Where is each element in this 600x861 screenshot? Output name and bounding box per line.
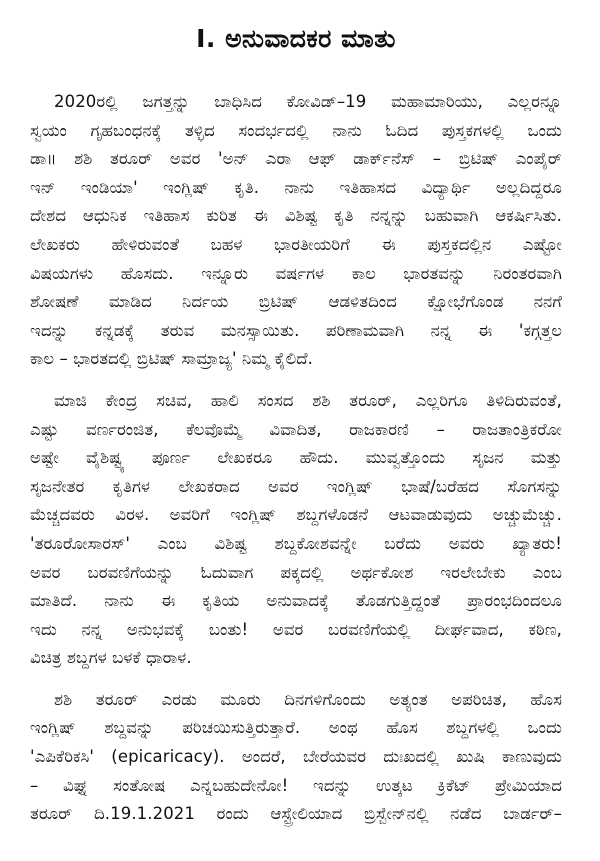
text-line: ಲೇಖಕರು ಹೇಳಿರುವಂತೆ ಬಹಳ ಭಾರತೀಯರಿಗೆ ಈ ಪುಸ್ತಕದಲ್ಲಿನ ಎಷ್ಟೋ (30, 234, 562, 254)
text-line: 'ಎಪಿಕೆರಿಕಸಿ' (epicaricacy). ಅಂದರೆ, ಬೇರೆಯವರ ದುಃಖದಲ್ಲಿ ಖುಷಿ ಕಾಣುವುದು (30, 747, 562, 767)
text-line: ಎಷ್ಟು ವರ್ಣರಂಜಿತ, ಕೆಲವೊಮ್ಮೆ ವಿವಾದಿತ, ರಾಜಕಾರಣಿ – ರಾಜತಾಂತ್ರಿಕರೋ (30, 419, 562, 439)
text-line: ಇನ್ ಇಂಡಿಯಾ' ಇಂಗ್ಲಿಷ್ ಕೃತಿ. ನಾನು ಇತಿಹಾಸದ ವಿದ್ಯಾರ್ಥಿ ಅಲ್ಲದಿದ್ದರೂ (30, 177, 562, 197)
text-line: ಸೃಜನೇತರ ಕೃತಿಗಳ ಲೇಖಕರಾದ ಅವರ ಇಂಗ್ಲಿಷ್ ಭಾಷೆ/ಬರೆಹದ ಸೊಗಸನ್ನು (30, 476, 562, 496)
text-line: ಕಾಲ – ಭಾರತದಲ್ಲಿ ಬ್ರಿಟಿಷ್ ಸಾಮ್ರಾಜ್ಯ' ನಿಮ್ಮ ಕೈಲಿದೆ. (30, 349, 313, 369)
text-line: ಸ್ವಯಂ ಗೃಹಬಂಧನಕ್ಕೆ ತಳ್ಳಿದ ಸಂದರ್ಭದಲ್ಲಿ ನಾನು ಓದಿದ ಪುಸ್ತಕಗಳಲ್ಲಿ ಒಂದು (30, 120, 562, 140)
text-line: ಇದು ನನ್ನ ಅನುಭವಕ್ಕೆ ಬಂತು! ಅವರ ಬರವಣಿಗೆಯಲ್ಲಿ ದೀರ್ಘವಾದ, ಕಠಿಣ, (30, 619, 562, 639)
document-body (30, 88, 562, 829)
text-line: ವಿಚಿತ್ರ ಶಬ್ದಗಳ ಬಳಕೆ ಧಾರಾಳ. (30, 648, 192, 668)
text-line: 'ತರೂರೋಸಾರಸ್' ಎಂಬ ವಿಶಿಷ್ಟ ಶಬ್ದಕೋಶವನ್ನೇ ಬರೆದು ಅವರು ಖ್ಯಾತರು! (30, 533, 562, 553)
text-line: ದೇಶದ ಆಧುನಿಕ ಇತಿಹಾಸ ಕುರಿತ ಈ ವಿಶಿಷ್ಟ ಕೃತಿ ನನ್ನನ್ನು ಬಹುವಾಗಿ ಆಕರ್ಷಿಸಿತು. (30, 206, 562, 226)
text-line: – ವಿಘ್ನ ಸಂತೋಷ ಎನ್ನಬಹುದೇನೋ! ಇದನ್ನು ಉತ್ಕಟ ಕ್ರಿಕೆಟ್ ಪ್ರೇಮಿಯಾದ (30, 775, 562, 795)
text-line: ವಿಷಯಗಳು ಹೊಸದು. ಇನ್ನೂರು ವರ್ಷಗಳ ಕಾಲ ಭಾರತವನ್ನು ನಿರಂತರವಾಗಿ (30, 263, 562, 283)
text-line: ತರೂರ್ ದಿ.19.1.2021 ರಂದು ಆಸ್ಟ್ರೇಲಿಯಾದ ಬ್ರಿಸ್ಬೇನ್‌ನಲ್ಲಿ ನಡೆದ ಬಾರ್ಡರ್– (30, 804, 562, 824)
text-line: ಶೋಷಣೆ ಮಾಡಿದ ನಿರ್ದಯ ಬ್ರಿಟಿಷ್ ಆಡಳಿತದಿಂದ ಕ್ಷೋಭೆಗೊಂಡ ನನಗೆ (30, 292, 562, 312)
paragraph-3 (30, 686, 562, 829)
text-line: 2020ರಲ್ಲಿ ಜಗತ್ತನ್ನು ಬಾಧಿಸಿದ ಕೋವಿಡ್–19 ಮಹಾಮಾರಿಯು, ಎಲ್ಲರನ್ನೂ (54, 92, 562, 111)
text-line: ಮಾತಿದೆ. ನಾನು ಈ ಕೃತಿಯ ಅನುವಾದಕ್ಕೆ ತೊಡಗುತ್ತಿದ್ದಂತೆ ಪ್ರಾರಂಭದಿಂದಲೂ (30, 591, 562, 611)
text-line: ಮೆಚ್ಚದವರು ವಿರಳ. ಅವರಿಗೆ ಇಂಗ್ಲಿಷ್ ಶಬ್ದಗಳೊಡನೆ ಆಟವಾಡುವುದು ಅಚ್ಚುಮೆಚ್ಚು. (30, 505, 562, 525)
paragraph-2 (30, 387, 562, 673)
text-line: ಮಾಜಿ ಕೇಂದ್ರ ಸಚಿವ, ಹಾಲಿ ಸಂಸದ ಶಶಿ ತರೂರ್, ಎಲ್ಲರಿಗೂ ತಿಳಿದಿರುವಂತೆ, (54, 390, 562, 410)
paragraph-1 (30, 88, 562, 374)
page-title: I. ಅನುವಾದಕರ ಮಾತು (196, 24, 396, 53)
text-line: ಇದನ್ನು ಕನ್ನಡಕ್ಕೆ ತರುವ ಮನಸ್ಸಾಯಿತು. ಪರಿಣಾಮವಾಗಿ ನನ್ನ ಈ 'ಕಗ್ಗತ್ತಲ (30, 320, 562, 340)
text-line: ಅವರ ಬರವಣಿಗೆಯನ್ನು ಓದುವಾಗ ಪಕ್ಕದಲ್ಲಿ ಅರ್ಥಕೋಶ ಇರಲೇಬೇಕು ಎಂಬ (30, 562, 562, 582)
text-line: ಇಂಗ್ಲಿಷ್ ಶಬ್ದವನ್ನು ಪರಿಚಯಿಸುತ್ತಿರುತ್ತಾರೆ. ಅಂಥ ಹೊಸ ಶಬ್ದಗಳಲ್ಲಿ ಒಂದು (30, 718, 562, 738)
text-line: ಅಷ್ಟೇ ವೈಶಿಷ್ಟ್ಯ ಪೂರ್ಣ ಲೇಖಕರೂ ಹೌದು. ಮುವ್ವತ್ತೊಂದು ಸೃಜನ ಮತ್ತು (30, 448, 562, 468)
text-line: ಡಾ॥ ಶಶಿ ತರೂರ್ ಅವರ 'ಅನ್ ಎರಾ ಆಫ್ ಡಾರ್ಕ್‌ನೆಸ್ – ಬ್ರಿಟಿಷ್ ಎಂಪೈರ್ (30, 149, 562, 169)
text-line: ಶಶಿ ತರೂರ್ ಎರಡು ಮೂರು ದಿನಗಳಿಗೊಂದು ಅತ್ಯಂತ ಅಪರಿಚಿತ, ಹೊಸ (54, 689, 562, 709)
